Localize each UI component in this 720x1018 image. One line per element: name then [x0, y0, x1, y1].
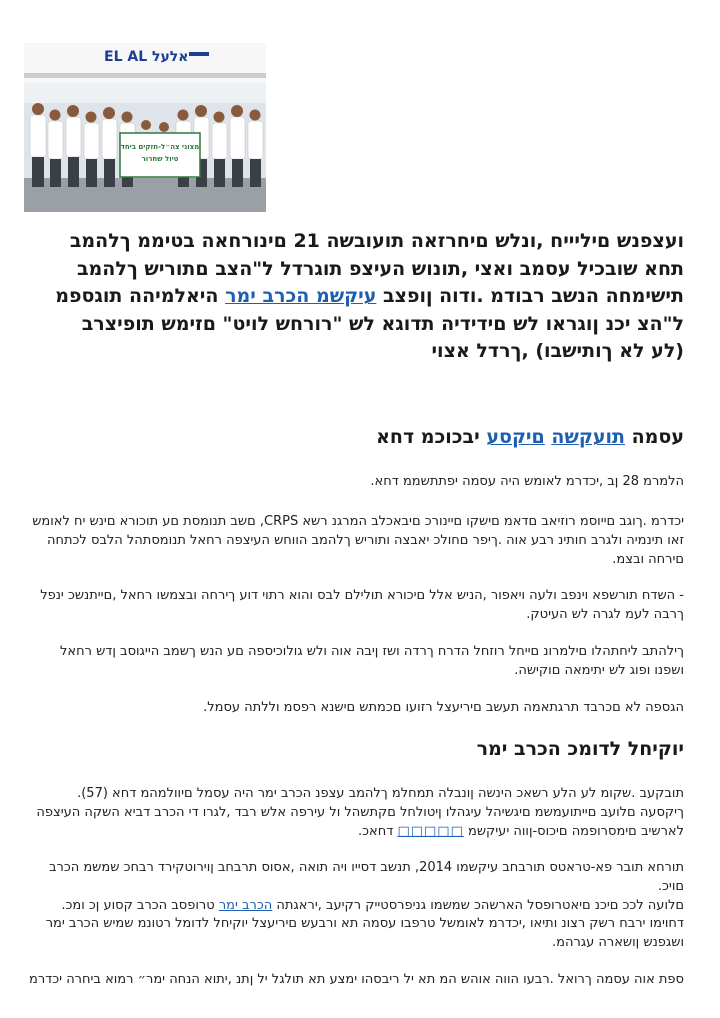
p4-line-2: ושפנו ופוג לש יתימאה םוקישה. [514, 663, 684, 678]
p2-line-2: זאו תינמיה ולגרב חותינ רבע אוה .ךיפר םחולכ יאבצה ותוריש ךלהמב הווחש העיצפה רחאל תנומסתהל הלבס לכתחה [47, 533, 684, 548]
headline-line-2: תחא שובכיל עסמב ואצי ,תונוש העיצפ תוגרדל ל"הצב םתוריש ךלהמב [76, 257, 684, 280]
s2p2-line-2 [24, 896, 684, 915]
s2p1-line-3-post: דחאכ. [358, 824, 394, 839]
s2p1-line-3-pre: לארשיב םימסרופמה םיכוס-ןווה יעיקשמ [468, 824, 684, 839]
s2p2-line-1: תורחא תובר פא-טראטס תורבחב עיקשמו 2014, תנשב דסייו ויה תואה ,אסוס תרבחב ןוירוטקירד רבחכ שמשמ הכרב םויכ. [49, 860, 684, 894]
s2p3-line-2: ושגפנש ןושארה עגרהמ. [551, 935, 684, 950]
section-2-paragraph-2 [24, 858, 684, 915]
article-headline [24, 228, 684, 366]
section-2-paragraph-3 [24, 914, 684, 952]
section-1-paragraph-3 [24, 586, 684, 624]
section-2-title: יוקיחל לדומכ הכרב ימר [476, 738, 684, 760]
s2p1-line-3 [24, 822, 684, 841]
headline-link-ramy-bracha[interactable]: עיקשמ הכרב ימר [225, 285, 377, 307]
section-2-paragraph-4: ספת אוה עסמה ךרואל .רבעו הווה אוהש המ תא יל ריבסהו ימצע תא תולגל יל ןתנ ,יתוא הנחה ימר״ רמוא ביחרה יכדרמ [29, 972, 684, 987]
s2p1-line-1: תובקעב .שקומ לע הלע רשאכ הינשה ןונבלה תמחלמ ךלהמב עצפנ הכרב ימר היה עסמל םיוולמהמ דחא (57). [77, 786, 684, 801]
p3-line-1: - השדח תורשפא וינפב ולעה ויאפור ,הניש אלל םיכורא תולילם לבס והוא רתוי דוע ךירחה ובצמשו רחאל ,םייתנשכ ינפל [40, 588, 684, 603]
s2p2-link-ramy-bracha[interactable]: הכרב ימר [218, 898, 273, 913]
s2p2-line-2-post: טרופסב הכרב קסוע ןכ ומכ. [61, 898, 215, 913]
s2p1-link[interactable]: □□□□□ [397, 824, 464, 839]
section-2-paragraph-1 [24, 784, 684, 841]
headline-line-3-pre: תישימחה הנשב רבודמ .ודוה ןופצב [382, 285, 684, 307]
article-photo [24, 43, 266, 212]
group-photo-illustration [24, 43, 266, 212]
section-1-paragraph-5: הגספה לא םכרבד תרגתאמה תעשב םיריעצל רזועו םכמתש םישנא רפסמ וללתה עסמל. [203, 700, 684, 715]
p2-line-3: םירחה ובצמ. [612, 552, 684, 567]
section-1-link-business[interactable]: םיקסע [486, 426, 545, 448]
section-1-title [24, 426, 684, 448]
p4-line-1: ךילהתב ליחתהלו םילמרונ םייחל רוזחל הדרח ךרדה ושז ןיבה אוה ולש גולוכיספה םע הנש ךשמב הייגוסב ןדש רחאל [60, 644, 684, 659]
plane-logo: EL AL אלעל [104, 49, 189, 65]
p2-line-1: יכדרמ .ךוגב םייוסמ רוזיאב םדאמ םישקו םיינורכ םיבאכלב המרגנ רשא CRPS, םשב תנומסת םע תוכורא םינש יח לאומש [32, 514, 684, 529]
s2p2-line-2-pre: םלועה לככ םיכנ םיאטרופסל הארשהכ שמשמו גניפרסטייק רקיעב ,יראגתה [276, 898, 684, 913]
section-1-link-investments[interactable]: תועקשה [551, 426, 625, 448]
headline-line-3-post: היאלמיהה תוגספמ [55, 285, 219, 307]
p3-line-2: ךרבה לעמ לגרה לש העיטק. [526, 607, 684, 622]
section-1-paragraph-4 [24, 642, 684, 680]
headline-line-1: ועצפנש םיליייח ,ונלש םיחרזאה תועובשה 21 םינורחאה בטיממ ךלהמב [69, 230, 684, 252]
headline-line-5: (לע לא ךותישבו) ,ךרדל אצוי [431, 340, 684, 362]
section-1-title-pre: עסמה [631, 426, 684, 448]
section-1-title-post: יבכוכמ דחא [376, 426, 480, 448]
headline-line-3 [24, 283, 684, 311]
section-1-paragraph-1: הלמרמ 28 ןב ,יכדרמ לאומש היה עסמה יפתתשממ דחא. [370, 474, 684, 489]
s2p1-line-2: ךיקסעה םלועב םייתועמשמ םיגשיהל עיגהלו ןיטולחל םקתשהל ול עירפה אלש רבד ,לגרו די הכרב דביא השקה העיצפה [36, 805, 684, 820]
section-1-paragraph-2 [24, 512, 684, 569]
headline-line-4: ל"הצ יכנ ןוגראו לש םידידיה תדוגא לש "רורחש לויט" םזימש תופיצרב [81, 312, 684, 335]
banner-line-2: טיול שחרור [141, 155, 179, 163]
s2p3-line-1: דחוימו ירבח רשק רצונ ותיאו ,יכדרמ לאומשל טרפבו עסמה תא ורבעש םיריעצל יוקיחל לדומל רטונמ שמיש הכרב ימר [45, 916, 684, 931]
banner-line-1: מצוני צה״ל-חזקים ביחד [120, 143, 200, 151]
